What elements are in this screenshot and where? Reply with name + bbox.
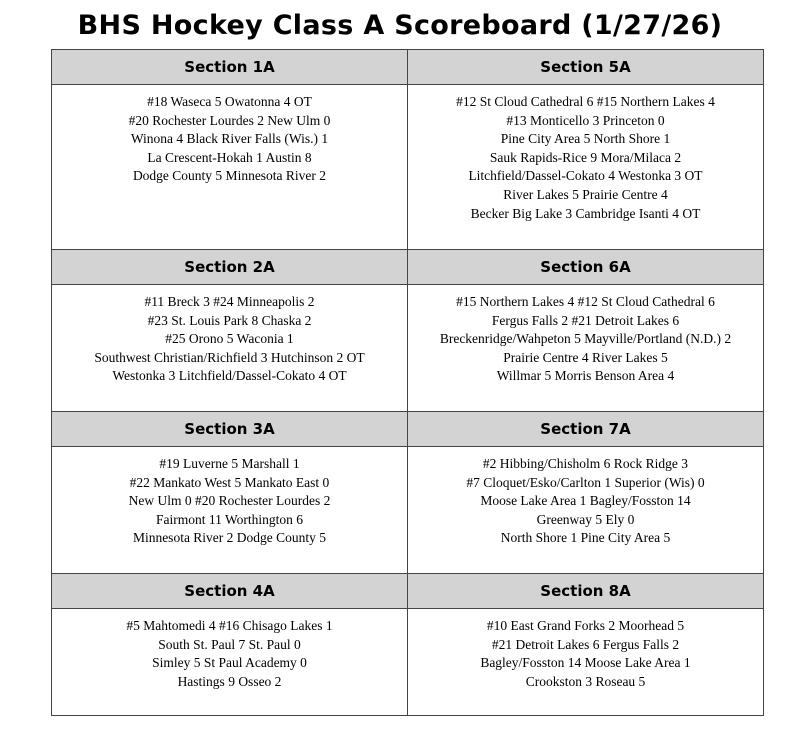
game-result: South St. Paul 7 St. Paul 0 bbox=[158, 636, 301, 652]
game-result: #5 Mahtomedi 4 #16 Chisago Lakes 1 bbox=[126, 618, 333, 633]
game-list bbox=[408, 285, 763, 386]
game-result: #10 East Grand Forks 2 Moorhead 5 bbox=[486, 618, 685, 633]
game-result: Winona 4 Black River Falls (Wis.) 1 bbox=[130, 131, 329, 147]
game-result: Moose Lake Area 1 Bagley/Fosston 14 bbox=[480, 493, 691, 509]
section-header-row bbox=[52, 412, 764, 447]
section-games-cell bbox=[408, 609, 764, 716]
game-result: #18 Waseca 5 Owatonna 4 OT bbox=[147, 94, 312, 109]
game-result: #12 St Cloud Cathedral 6 #15 Northern Lakes 4 bbox=[456, 94, 715, 109]
section-title: Section 4A bbox=[52, 574, 408, 609]
game-result: New Ulm 0 #20 Rochester Lourdes 2 bbox=[128, 493, 331, 509]
game-result: #20 Rochester Lourdes 2 New Ulm 0 bbox=[128, 112, 331, 128]
game-list bbox=[52, 85, 407, 186]
game-result: Pine City Area 5 North Shore 1 bbox=[500, 131, 671, 147]
section-games-cell bbox=[52, 285, 408, 412]
game-result: Crookston 3 Roseau 5 bbox=[525, 673, 646, 689]
section-games-cell bbox=[52, 609, 408, 716]
game-result: Hastings 9 Osseo 2 bbox=[177, 673, 282, 689]
section-games-cell bbox=[52, 447, 408, 574]
section-games-row bbox=[52, 285, 764, 412]
game-result: Simley 5 St Paul Academy 0 bbox=[152, 655, 307, 671]
game-result: Sauk Rapids-Rice 9 Mora/Milaca 2 bbox=[489, 149, 682, 165]
section-title: Section 5A bbox=[408, 50, 764, 85]
section-header-row bbox=[52, 250, 764, 285]
game-result: Breckenridge/Wahpeton 5 Mayville/Portland (N.D.) 2 bbox=[439, 331, 732, 347]
game-result: #13 Monticello 3 Princeton 0 bbox=[506, 112, 665, 128]
section-games-cell bbox=[408, 285, 764, 412]
game-result: #23 St. Louis Park 8 Chaska 2 bbox=[147, 312, 312, 328]
section-games-cell bbox=[408, 85, 764, 250]
game-result: #15 Northern Lakes 4 #12 St Cloud Cathedral 6 bbox=[456, 294, 715, 309]
game-result: North Shore 1 Pine City Area 5 bbox=[500, 530, 671, 546]
game-result: Southwest Christian/Richfield 3 Hutchinson 2 OT bbox=[94, 349, 365, 365]
game-result: #7 Cloquet/Esko/Carlton 1 Superior (Wis) 0 bbox=[466, 474, 705, 490]
game-result: Fairmont 11 Worthington 6 bbox=[155, 511, 304, 527]
game-result: #19 Luverne 5 Marshall 1 bbox=[159, 456, 300, 471]
section-games-cell bbox=[52, 85, 408, 250]
section-games-row bbox=[52, 447, 764, 574]
section-title: Section 3A bbox=[52, 412, 408, 447]
game-result: La Crescent-Hokah 1 Austin 8 bbox=[147, 149, 312, 165]
section-games-cell bbox=[408, 447, 764, 574]
game-result: Dodge County 5 Minnesota River 2 bbox=[132, 168, 327, 184]
game-list bbox=[408, 609, 763, 691]
game-result: #21 Detroit Lakes 6 Fergus Falls 2 bbox=[491, 636, 680, 652]
section-header-row bbox=[52, 574, 764, 609]
game-list bbox=[52, 447, 407, 548]
section-header-row bbox=[52, 50, 764, 85]
game-list bbox=[52, 609, 407, 691]
game-result: #25 Orono 5 Waconia 1 bbox=[165, 331, 294, 347]
game-result: Westonka 3 Litchfield/Dassel-Cokato 4 OT bbox=[112, 368, 347, 384]
game-result: Bagley/Fosston 14 Moose Lake Area 1 bbox=[480, 655, 691, 671]
page-title: BHS Hockey Class A Scoreboard (1/27/26) bbox=[77, 10, 723, 41]
game-result: #22 Mankato West 5 Mankato East 0 bbox=[129, 474, 330, 490]
game-list bbox=[408, 447, 763, 548]
game-result: River Lakes 5 Prairie Centre 4 bbox=[503, 186, 668, 202]
game-result: Prairie Centre 4 River Lakes 5 bbox=[503, 349, 668, 365]
section-games-row bbox=[52, 85, 764, 250]
game-list bbox=[52, 285, 407, 386]
game-result: #11 Breck 3 #24 Minneapolis 2 bbox=[144, 294, 315, 309]
game-result: #2 Hibbing/Chisholm 6 Rock Ridge 3 bbox=[482, 456, 689, 471]
game-list bbox=[408, 85, 763, 223]
section-games-row bbox=[52, 609, 764, 716]
game-result: Litchfield/Dassel-Cokato 4 Westonka 3 OT bbox=[468, 168, 703, 184]
section-title: Section 2A bbox=[52, 250, 408, 285]
game-result: Greenway 5 Ely 0 bbox=[536, 511, 635, 527]
game-result: Minnesota River 2 Dodge County 5 bbox=[132, 530, 327, 546]
game-result: Fergus Falls 2 #21 Detroit Lakes 6 bbox=[491, 312, 680, 328]
scoreboard-table bbox=[51, 49, 764, 716]
section-title: Section 6A bbox=[408, 250, 764, 285]
game-result: Willmar 5 Morris Benson Area 4 bbox=[496, 368, 675, 384]
section-title: Section 8A bbox=[408, 574, 764, 609]
section-title: Section 1A bbox=[52, 50, 408, 85]
section-title: Section 7A bbox=[408, 412, 764, 447]
game-result: Becker Big Lake 3 Cambridge Isanti 4 OT bbox=[470, 205, 701, 221]
